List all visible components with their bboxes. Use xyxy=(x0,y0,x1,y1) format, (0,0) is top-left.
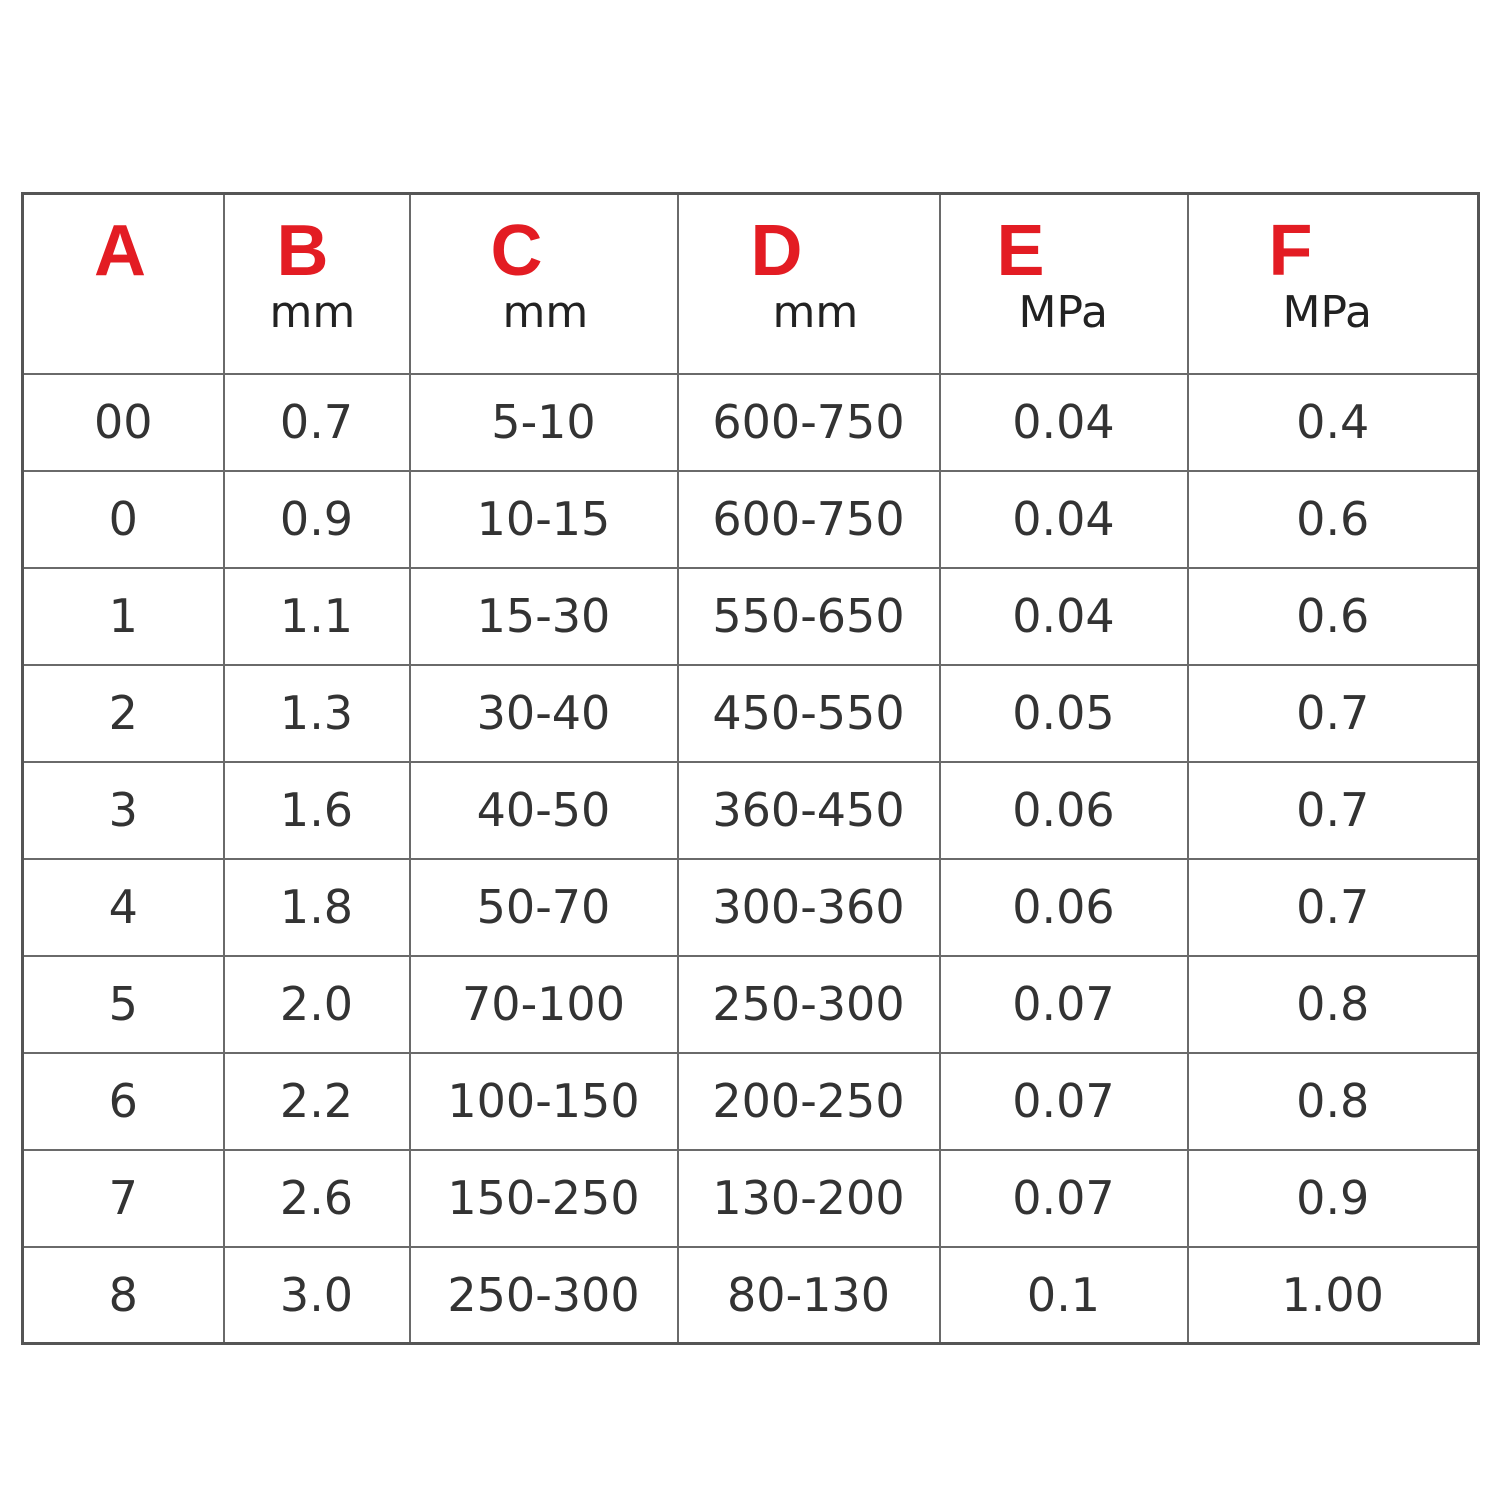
table-cell: 200-250 xyxy=(678,1053,940,1150)
table-cell: 0.07 xyxy=(940,1150,1188,1247)
column-unit: MPa xyxy=(1018,287,1108,338)
column-letter: B xyxy=(276,211,329,291)
table-cell: 1 xyxy=(23,568,224,665)
table-row xyxy=(23,762,1479,859)
table-cell: 1.00 xyxy=(1188,1247,1479,1344)
header-cell-c xyxy=(410,194,678,374)
column-unit: mm xyxy=(772,287,859,338)
table-cell: 250-300 xyxy=(678,956,940,1053)
table-cell: 0.04 xyxy=(940,568,1188,665)
table-cell: 0.07 xyxy=(940,1053,1188,1150)
table-cell: 0.04 xyxy=(940,471,1188,568)
table-cell: 0 xyxy=(23,471,224,568)
table-cell: 0.1 xyxy=(940,1247,1188,1344)
table-cell: 550-650 xyxy=(678,568,940,665)
table-cell: 0.06 xyxy=(940,762,1188,859)
spec-table xyxy=(21,192,1480,1345)
table-cell: 1.3 xyxy=(224,665,410,762)
column-letter: F xyxy=(1268,211,1313,291)
header-cell-b xyxy=(224,194,410,374)
table-row xyxy=(23,1247,1479,1344)
table-cell: 6 xyxy=(23,1053,224,1150)
table-cell: 7 xyxy=(23,1150,224,1247)
table-cell: 0.07 xyxy=(940,956,1188,1053)
table-cell: 0.8 xyxy=(1188,956,1479,1053)
table-cell: 3 xyxy=(23,762,224,859)
table-cell: 2.6 xyxy=(224,1150,410,1247)
column-letter: C xyxy=(490,211,543,291)
table-cell: 100-150 xyxy=(410,1053,678,1150)
table-cell: 1.6 xyxy=(224,762,410,859)
table-row xyxy=(23,471,1479,568)
table-cell: 150-250 xyxy=(410,1150,678,1247)
table-cell: 8 xyxy=(23,1247,224,1344)
table-cell: 0.9 xyxy=(224,471,410,568)
table-cell: 0.06 xyxy=(940,859,1188,956)
header-cell-a xyxy=(23,194,224,374)
table-cell: 1.1 xyxy=(224,568,410,665)
table-cell: 250-300 xyxy=(410,1247,678,1344)
header-cell-d xyxy=(678,194,940,374)
column-letter: A xyxy=(94,211,146,291)
table-cell: 2 xyxy=(23,665,224,762)
table-row xyxy=(23,374,1479,471)
header-row xyxy=(23,194,1479,374)
table-cell: 15-30 xyxy=(410,568,678,665)
table-cell: 600-750 xyxy=(678,374,940,471)
table-cell: 600-750 xyxy=(678,471,940,568)
table-row xyxy=(23,1150,1479,1247)
column-letter: E xyxy=(996,211,1045,291)
table-cell: 40-50 xyxy=(410,762,678,859)
table-cell: 0.8 xyxy=(1188,1053,1479,1150)
column-unit: MPa xyxy=(1282,287,1372,338)
table-cell: 5 xyxy=(23,956,224,1053)
table-cell: 30-40 xyxy=(410,665,678,762)
table-cell: 10-15 xyxy=(410,471,678,568)
table-cell: 1.8 xyxy=(224,859,410,956)
table-cell: 80-130 xyxy=(678,1247,940,1344)
table-row xyxy=(23,1053,1479,1150)
header-cell-e xyxy=(940,194,1188,374)
table-cell: 2.2 xyxy=(224,1053,410,1150)
table-cell: 0.7 xyxy=(1188,762,1479,859)
column-letter: D xyxy=(750,211,803,291)
table-cell: 0.04 xyxy=(940,374,1188,471)
table-cell: 50-70 xyxy=(410,859,678,956)
table-row xyxy=(23,859,1479,956)
column-unit: mm xyxy=(269,287,356,338)
column-unit: mm xyxy=(502,287,589,338)
table-cell: 0.7 xyxy=(224,374,410,471)
table-cell: 2.0 xyxy=(224,956,410,1053)
table-cell: 70-100 xyxy=(410,956,678,1053)
table-cell: 450-550 xyxy=(678,665,940,762)
table-row xyxy=(23,568,1479,665)
table-cell: 0.9 xyxy=(1188,1150,1479,1247)
table-cell: 0.05 xyxy=(940,665,1188,762)
table-cell: 0.6 xyxy=(1188,471,1479,568)
table-cell: 3.0 xyxy=(224,1247,410,1344)
table-cell: 0.7 xyxy=(1188,859,1479,956)
table-cell: 4 xyxy=(23,859,224,956)
table-row xyxy=(23,665,1479,762)
table-cell: 300-360 xyxy=(678,859,940,956)
table-cell: 5-10 xyxy=(410,374,678,471)
table-cell: 0.7 xyxy=(1188,665,1479,762)
table-cell: 00 xyxy=(23,374,224,471)
table-cell: 360-450 xyxy=(678,762,940,859)
table-cell: 0.6 xyxy=(1188,568,1479,665)
table-cell: 130-200 xyxy=(678,1150,940,1247)
table-row xyxy=(23,956,1479,1053)
table-cell: 0.4 xyxy=(1188,374,1479,471)
header-cell-f xyxy=(1188,194,1479,374)
